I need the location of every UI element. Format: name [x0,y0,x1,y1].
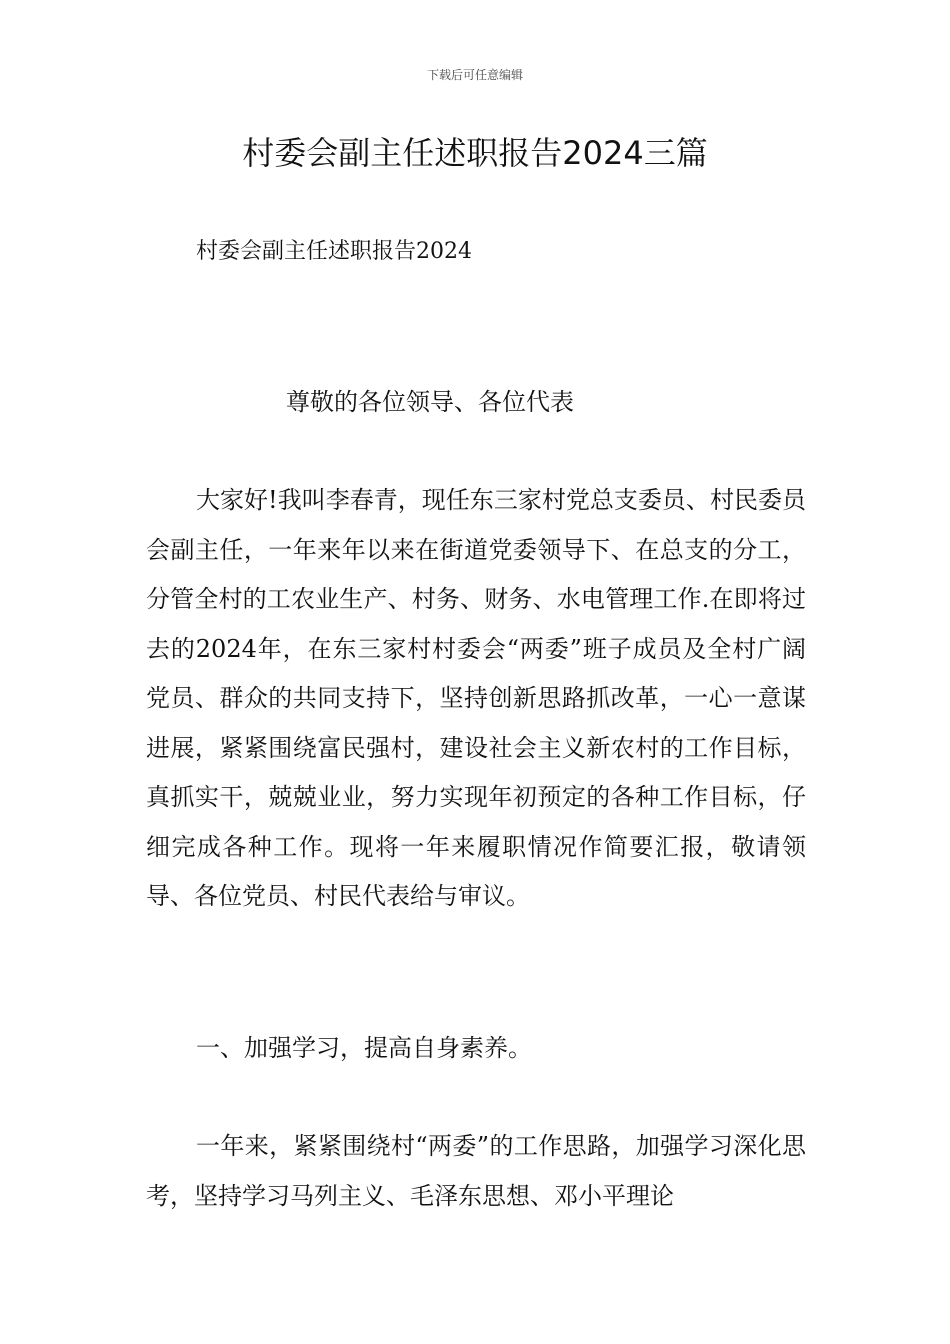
document-title: 村委会副主任述职报告2024三篇 [242,134,708,172]
section-heading: 一、加强学习，提高自身素养。 [196,1034,532,1062]
document-subtitle: 村委会副主任述职报告2024 [196,239,472,264]
paragraph-study: 一年来，紧紧围绕村“两委”的工作思路，加强学习深化思考，坚持学习马列主义、毛泽东思想、邓小平理论 [146,1132,806,1210]
salutation: 尊敬的各位领导、各位代表 [286,388,574,416]
header-note: 下载后可任意编辑 [426,68,523,82]
paragraph-intro: 大家好!我叫李春青，现任东三家村党总支委员、村民委员会副主任，一年来年以来在街道党委领导下、在总支的分工，分管全村的工农业生产、村务、财务、水电管理工作.在即将过去的2024年，在东三家村村委会“两委”班子成员及全村广阔党员、群众的共同支持下，坚持创新思路抓改革，一心一意谋进展，紧紧围绕富民强村，建设社会主义新农村的工作目标，真抓实干，兢兢业业，努力实现年初预定的各种工作目标，仔细完成各种工作。现将一年来履职情况作简要汇报，敬请领导、各位党员、村民代表给与审议。 [146,486,806,910]
